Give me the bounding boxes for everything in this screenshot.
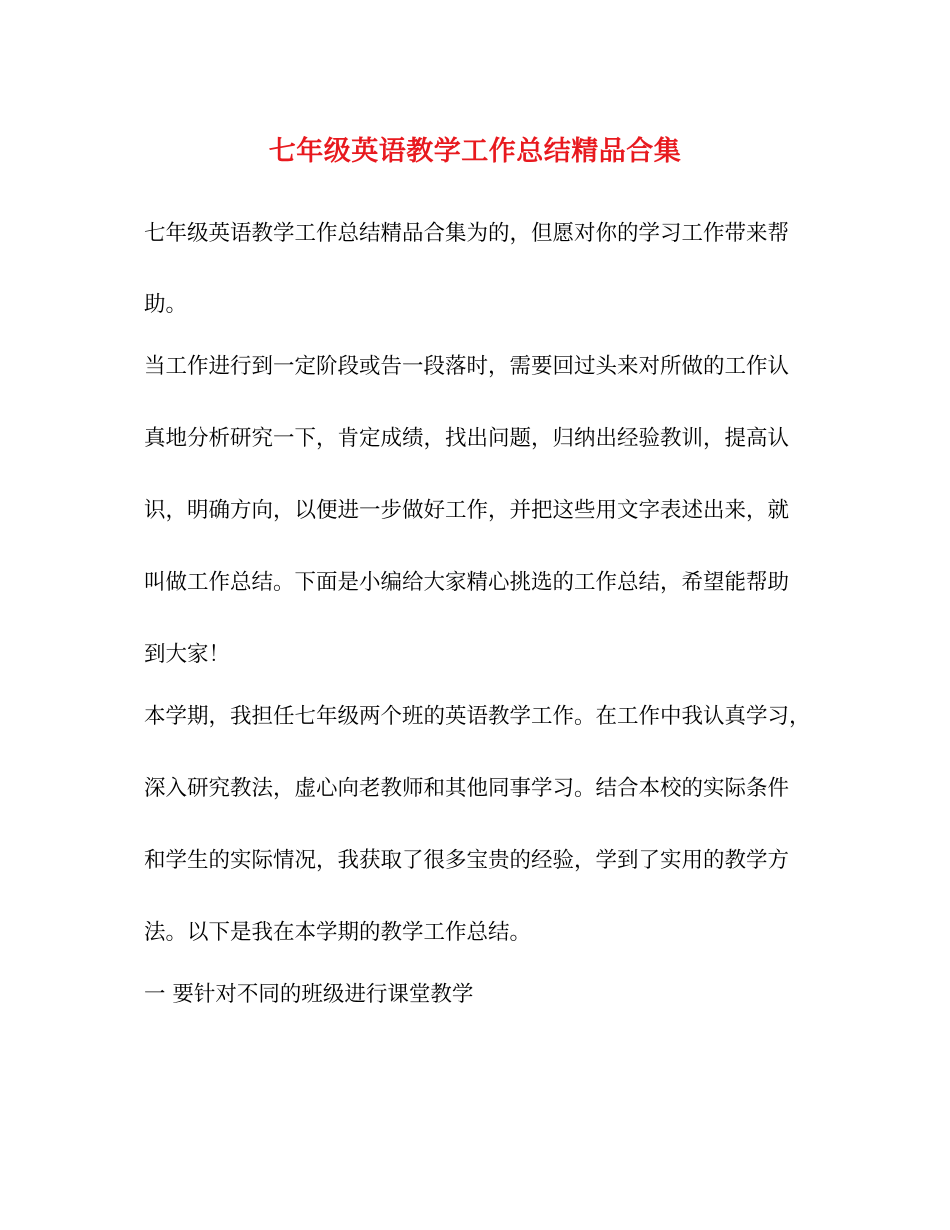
paragraph-line: 真地分析研究一下，肯定成绩，找出问题，归纳出经验教训，提高认 — [144, 426, 790, 451]
document-title: 七年级英语教学工作总结精品合集 — [268, 136, 682, 167]
paragraph-line: 深入研究教法，虚心向老教师和其他同事学习。结合本校的实际条件 — [144, 776, 790, 801]
paragraph-line: 本学期，我担任七年级两个班的英语教学工作。在工作中我认真学习， — [144, 704, 811, 729]
paragraph-line: 叫做工作总结。下面是小编给大家精心挑选的工作总结，希望能帮助 — [144, 570, 790, 595]
paragraph-line: 七年级英语教学工作总结精品合集为的，但愿对你的学习工作带来帮 — [144, 221, 790, 246]
paragraph-line: 助。 — [144, 292, 188, 317]
paragraph-line: 和学生的实际情况，我获取了很多宝贵的经验，学到了实用的教学方 — [144, 848, 790, 873]
paragraph-line: 识，明确方向，以便进一步做好工作，并把这些用文字表述出来，就 — [144, 498, 790, 523]
paragraph-line: 法。以下是我在本学期的教学工作总结。 — [144, 920, 532, 945]
section-heading: 一 要针对不同的班级进行课堂教学 — [144, 982, 474, 1007]
paragraph-line: 到大家！ — [144, 642, 231, 667]
paragraph-line: 当工作进行到一定阶段或告一段落时，需要回过头来对所做的工作认 — [144, 354, 790, 379]
